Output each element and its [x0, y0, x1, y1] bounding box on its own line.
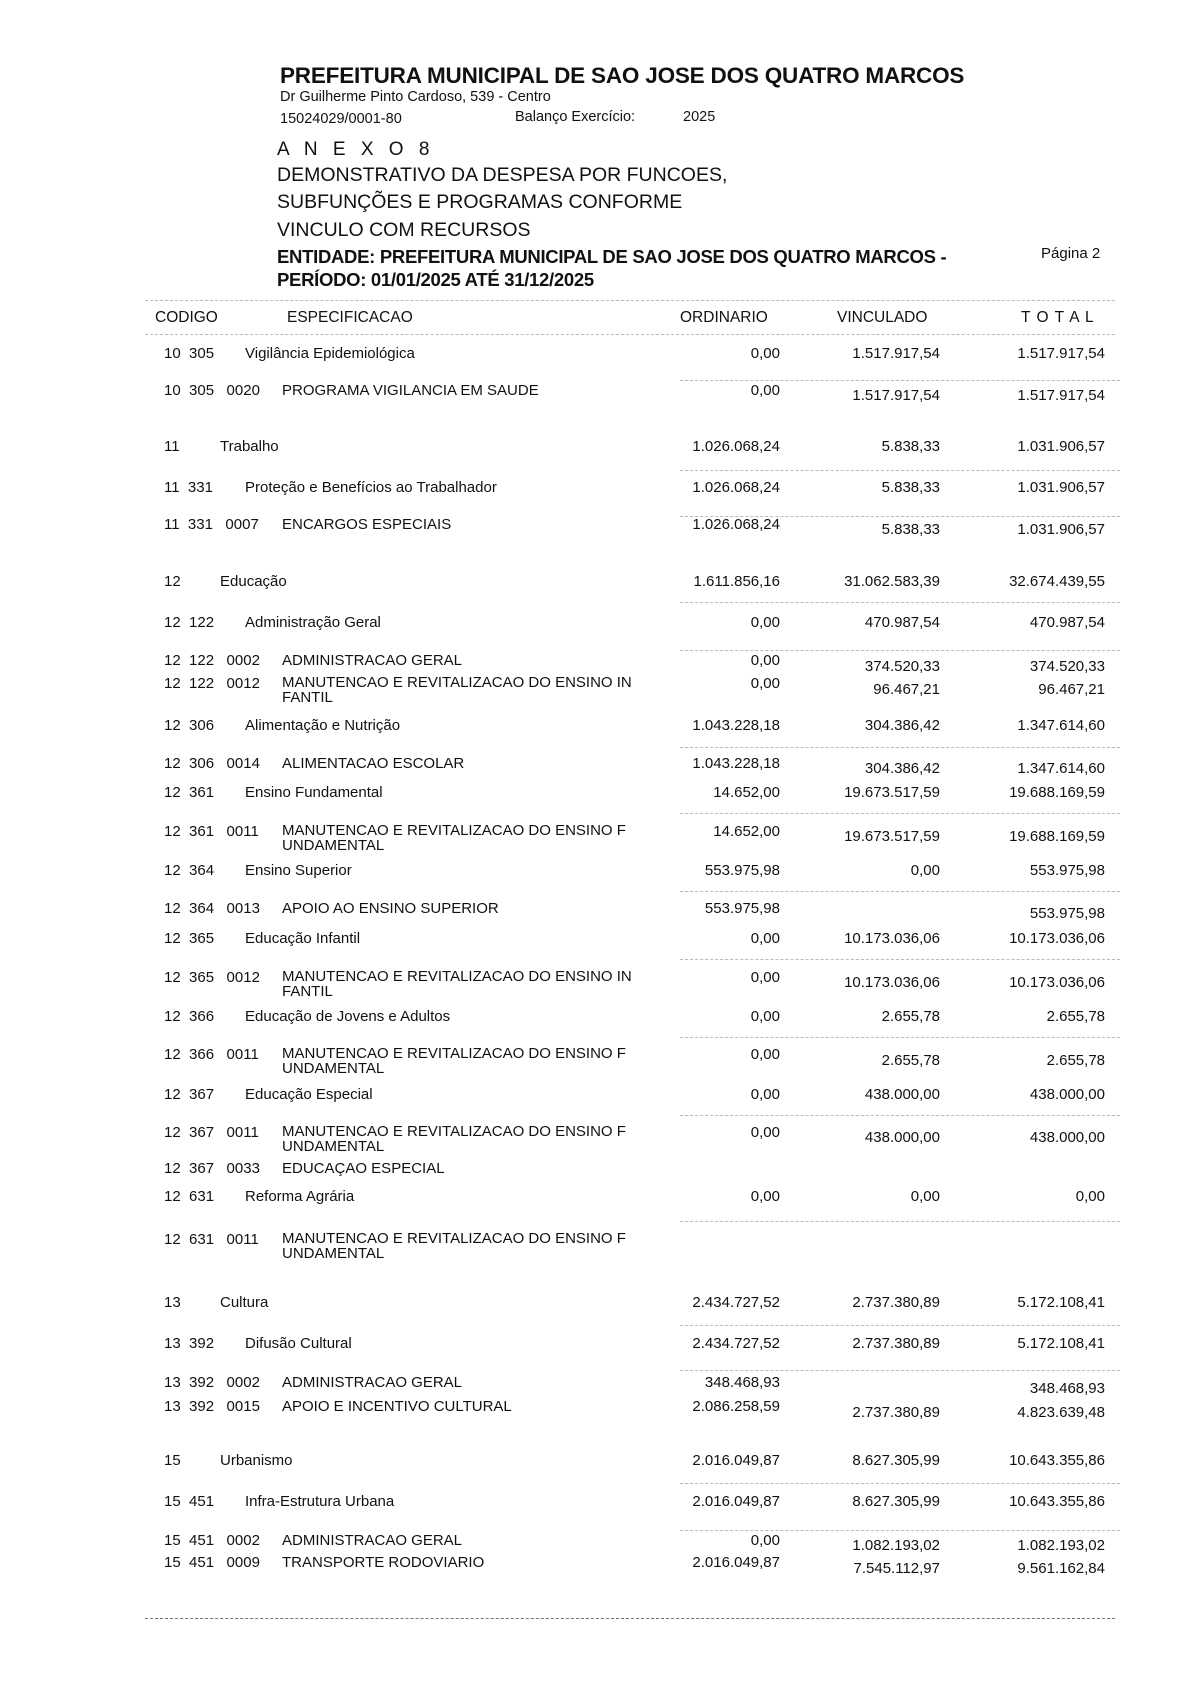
- row-description: Educação de Jovens e Adultos: [245, 1008, 451, 1025]
- row-total: 4.823.639,48: [1017, 1404, 1105, 1421]
- row-divider: [680, 1325, 1120, 1326]
- col-especificacao: ESPECIFICACAO: [287, 309, 413, 326]
- row-total: 1.031.906,57: [1017, 479, 1105, 496]
- row-vinculado: 1.082.193,02: [852, 1537, 940, 1554]
- row-vinculado: 19.673.517,59: [844, 784, 940, 801]
- row-description: MANUTENCAO E REVITALIZACAO DO ENSINO IN FANTIL: [282, 968, 632, 1000]
- row-ordinario: 1.043.228,18: [692, 755, 780, 772]
- row-ordinario: 0,00: [750, 1008, 780, 1025]
- row-ordinario: 2.434.727,52: [692, 1335, 780, 1352]
- row-vinculado: 1.517.917,54: [852, 345, 940, 362]
- row-vinculado: 8.627.305,99: [852, 1452, 940, 1469]
- row-description: Urbanismo: [220, 1452, 293, 1469]
- row-divider: [680, 747, 1120, 748]
- row-description: Proteção e Benefícios ao Trabalhador: [245, 479, 497, 496]
- row-ordinario: 0,00: [750, 345, 780, 362]
- col-codigo: CODIGO: [155, 309, 218, 326]
- footer-divider: [145, 1618, 1115, 1619]
- row-divider: [680, 1115, 1120, 1116]
- row-total: 19.688.169,59: [1009, 828, 1105, 845]
- row-description: Vigilância Epidemiológica: [245, 345, 415, 362]
- row-code: 12 361: [164, 784, 215, 801]
- row-code: 12 306 0014: [164, 755, 260, 772]
- row-code: 12 365: [164, 930, 215, 947]
- row-description: MANUTENCAO E REVITALIZACAO DO ENSINO F UNDAMENTAL: [282, 1123, 626, 1155]
- row-code: 13 392: [164, 1335, 215, 1352]
- row-vinculado: 2.737.380,89: [852, 1294, 940, 1311]
- col-total: T O T A L: [1021, 309, 1095, 326]
- row-ordinario: 0,00: [750, 382, 780, 399]
- row-description: ADMINISTRACAO GERAL: [282, 1374, 463, 1391]
- col-vinculado: VINCULADO: [837, 309, 928, 326]
- row-vinculado: 2.655,78: [881, 1008, 940, 1025]
- row-ordinario: 1.026.068,24: [692, 438, 780, 455]
- row-divider: [680, 650, 1120, 651]
- row-description: Trabalho: [220, 438, 279, 455]
- row-total: 9.561.162,84: [1017, 1560, 1105, 1577]
- report-description-line-3: VINCULO COM RECURSOS: [277, 219, 531, 241]
- row-vinculado: 304.386,42: [864, 717, 940, 734]
- address: Dr Guilherme Pinto Cardoso, 539 - Centro: [280, 89, 551, 105]
- row-description: Cultura: [220, 1294, 269, 1311]
- row-ordinario: 0,00: [750, 675, 780, 692]
- row-code: 12 122: [164, 614, 215, 631]
- row-vinculado: 31.062.583,39: [844, 573, 940, 590]
- row-ordinario: 0,00: [750, 652, 780, 669]
- row-code: 11 331: [164, 479, 213, 496]
- row-description: Administração Geral: [245, 614, 381, 631]
- page-number: Página 2: [1041, 245, 1101, 262]
- row-divider: [680, 959, 1120, 960]
- row-ordinario: 2.086.258,59: [692, 1398, 780, 1415]
- row-vinculado: 470.987,54: [864, 614, 940, 631]
- row-code: 13 392 0002: [164, 1374, 260, 1391]
- row-description: TRANSPORTE RODOVIARIO: [282, 1554, 485, 1571]
- row-total: 2.655,78: [1046, 1008, 1105, 1025]
- row-code: 12 365 0012: [164, 969, 260, 986]
- row-description: Educação Especial: [245, 1086, 373, 1103]
- row-total: 2.655,78: [1046, 1052, 1105, 1069]
- row-vinculado: 8.627.305,99: [852, 1493, 940, 1510]
- row-vinculado: 5.838,33: [881, 479, 940, 496]
- row-divider: [680, 1530, 1120, 1531]
- row-ordinario: 14.652,00: [713, 784, 780, 801]
- row-vinculado: 2.737.380,89: [852, 1335, 940, 1352]
- row-description: PROGRAMA VIGILANCIA EM SAUDE: [282, 382, 539, 399]
- row-vinculado: 5.838,33: [881, 438, 940, 455]
- row-vinculado: 5.838,33: [881, 521, 940, 538]
- row-ordinario: 1.026.068,24: [692, 479, 780, 496]
- row-ordinario: 0,00: [750, 1532, 780, 1549]
- row-divider: [680, 1483, 1120, 1484]
- row-code: 12 364: [164, 862, 215, 879]
- row-total: 1.031.906,57: [1017, 438, 1105, 455]
- row-ordinario: 1.611.856,16: [693, 573, 780, 590]
- row-description: Difusão Cultural: [245, 1335, 352, 1352]
- row-description: MANUTENCAO E REVITALIZACAO DO ENSINO F UNDAMENTAL: [282, 1230, 626, 1262]
- header-divider: [145, 300, 1115, 301]
- row-description: MANUTENCAO E REVITALIZACAO DO ENSINO IN FANTIL: [282, 674, 632, 706]
- row-description: ADMINISTRACAO GERAL: [282, 652, 463, 669]
- row-code: 15 451 0009: [164, 1554, 260, 1571]
- row-ordinario: 0,00: [750, 1046, 780, 1063]
- row-description: Educação Infantil: [245, 930, 361, 947]
- row-total: 348.468,93: [1029, 1380, 1105, 1397]
- balanco-year: 2025: [683, 109, 716, 125]
- row-divider: [680, 1221, 1120, 1222]
- column-divider: [145, 334, 1115, 335]
- row-code: 11 331 0007: [164, 516, 259, 533]
- row-total: 10.643.355,86: [1009, 1452, 1105, 1469]
- row-description: Reforma Agrária: [245, 1188, 355, 1205]
- col-ordinario: ORDINARIO: [680, 309, 768, 326]
- row-ordinario: 2.016.049,87: [692, 1493, 780, 1510]
- row-total: 5.172.108,41: [1017, 1335, 1105, 1352]
- row-code: 12 364 0013: [164, 900, 260, 917]
- row-ordinario: 14.652,00: [713, 823, 780, 840]
- row-total: 10.643.355,86: [1009, 1493, 1105, 1510]
- row-ordinario: 2.434.727,52: [692, 1294, 780, 1311]
- row-vinculado: 10.173.036,06: [844, 930, 940, 947]
- page-title: PREFEITURA MUNICIPAL DE SAO JOSE DOS QUATRO MARCOS: [280, 63, 965, 88]
- row-code: 13: [164, 1294, 181, 1311]
- row-code: 13 392 0015: [164, 1398, 260, 1415]
- row-vinculado: 438.000,00: [864, 1086, 940, 1103]
- row-description: ALIMENTACAO ESCOLAR: [282, 755, 465, 772]
- row-ordinario: 2.016.049,87: [692, 1554, 780, 1571]
- row-total: 1.347.614,60: [1017, 717, 1105, 734]
- row-vinculado: 7.545.112,97: [853, 1560, 940, 1577]
- row-vinculado: 96.467,21: [873, 681, 940, 698]
- row-description: APOIO AO ENSINO SUPERIOR: [282, 900, 499, 917]
- row-total: 374.520,33: [1029, 658, 1105, 675]
- row-ordinario: 0,00: [750, 1188, 780, 1205]
- periodo: PERÍODO: 01/01/2025 ATÉ 31/12/2025: [277, 269, 594, 290]
- row-ordinario: 1.026.068,24: [692, 516, 780, 533]
- row-description: ENCARGOS ESPECIAIS: [282, 516, 452, 533]
- row-ordinario: 0,00: [750, 614, 780, 631]
- cnpj: 15024029/0001-80: [280, 111, 402, 127]
- row-vinculado: 0,00: [910, 862, 940, 879]
- row-total: 10.173.036,06: [1009, 930, 1105, 947]
- row-description: MANUTENCAO E REVITALIZACAO DO ENSINO F UNDAMENTAL: [282, 1045, 626, 1077]
- report-description-line-1: DEMONSTRATIVO DA DESPESA POR FUNCOES,: [277, 164, 728, 186]
- row-total: 1.517.917,54: [1017, 345, 1105, 362]
- row-vinculado: 374.520,33: [864, 658, 940, 675]
- row-description: MANUTENCAO E REVITALIZACAO DO ENSINO F UNDAMENTAL: [282, 822, 626, 854]
- row-total: 1.082.193,02: [1017, 1537, 1105, 1554]
- row-description: Alimentação e Nutrição: [245, 717, 401, 734]
- anexo-title: A N E X O 8: [277, 139, 435, 160]
- row-description: Infra-Estrutura Urbana: [245, 1493, 395, 1510]
- row-vinculado: 0,00: [910, 1188, 940, 1205]
- row-code: 12 366 0011: [164, 1046, 259, 1063]
- report-description-line-2: SUBFUNÇÕES E PROGRAMAS CONFORME: [277, 191, 683, 213]
- row-ordinario: 2.016.049,87: [692, 1452, 780, 1469]
- row-vinculado: 19.673.517,59: [844, 828, 940, 845]
- row-total: 1.031.906,57: [1017, 521, 1105, 538]
- row-total: 0,00: [1075, 1188, 1105, 1205]
- row-divider: [680, 602, 1120, 603]
- row-divider: [680, 1370, 1120, 1371]
- row-code: 12 367: [164, 1086, 215, 1103]
- row-description: ADMINISTRACAO GERAL: [282, 1532, 463, 1549]
- row-total: 96.467,21: [1038, 681, 1105, 698]
- row-code: 10 305: [164, 345, 215, 362]
- row-vinculado: 2.737.380,89: [852, 1404, 940, 1421]
- row-code: 12 361 0011: [164, 823, 259, 840]
- row-code: 12 631: [164, 1188, 215, 1205]
- row-total: 10.173.036,06: [1009, 974, 1105, 991]
- entidade: ENTIDADE: PREFEITURA MUNICIPAL DE SAO JOSE DOS QUATRO MARCOS -: [277, 246, 947, 267]
- row-vinculado: 438.000,00: [864, 1129, 940, 1146]
- row-description: Ensino Superior: [245, 862, 352, 879]
- row-total: 553.975,98: [1029, 862, 1105, 879]
- row-divider: [680, 813, 1120, 814]
- row-divider: [680, 470, 1120, 471]
- row-code: 12 367 0011: [164, 1124, 259, 1141]
- row-code: 10 305 0020: [164, 382, 260, 399]
- row-ordinario: 553.975,98: [704, 862, 780, 879]
- row-vinculado: 304.386,42: [864, 760, 940, 777]
- row-ordinario: 0,00: [750, 1086, 780, 1103]
- row-total: 438.000,00: [1029, 1129, 1105, 1146]
- row-code: 12: [164, 573, 181, 590]
- row-ordinario: 0,00: [750, 930, 780, 947]
- row-divider: [680, 891, 1120, 892]
- row-vinculado: 1.517.917,54: [852, 387, 940, 404]
- row-code: 12 306: [164, 717, 215, 734]
- row-total: 5.172.108,41: [1017, 1294, 1105, 1311]
- row-ordinario: 348.468,93: [704, 1374, 780, 1391]
- row-ordinario: 1.043.228,18: [692, 717, 780, 734]
- row-total: 470.987,54: [1029, 614, 1105, 631]
- row-code: 11: [164, 438, 180, 455]
- row-total: 1.517.917,54: [1017, 387, 1105, 404]
- balanco-label: Balanço Exercício:: [515, 109, 636, 125]
- row-total: 1.347.614,60: [1017, 760, 1105, 777]
- row-divider: [680, 380, 1120, 381]
- row-description: APOIO E INCENTIVO CULTURAL: [282, 1398, 512, 1415]
- row-description: Educação: [220, 573, 287, 590]
- row-description: Ensino Fundamental: [245, 784, 383, 801]
- row-ordinario: 553.975,98: [704, 900, 780, 917]
- row-code: 12 366: [164, 1008, 215, 1025]
- row-code: 12 122 0012: [164, 675, 260, 692]
- row-description: EDUCAÇAO ESPECIAL: [282, 1160, 445, 1177]
- row-ordinario: 0,00: [750, 1124, 780, 1141]
- row-total: 19.688.169,59: [1009, 784, 1105, 801]
- row-total: 438.000,00: [1029, 1086, 1105, 1103]
- row-ordinario: 0,00: [750, 969, 780, 986]
- row-code: 12 122 0002: [164, 652, 260, 669]
- row-vinculado: 10.173.036,06: [844, 974, 940, 991]
- row-code: 15 451: [164, 1493, 215, 1510]
- row-total: 32.674.439,55: [1009, 573, 1105, 590]
- row-divider: [680, 1037, 1120, 1038]
- row-vinculado: 2.655,78: [881, 1052, 940, 1069]
- row-total: 553.975,98: [1029, 905, 1105, 922]
- row-code: 15: [164, 1452, 181, 1469]
- row-code: 12 367 0033: [164, 1160, 260, 1177]
- row-code: 12 631 0011: [164, 1231, 259, 1248]
- row-code: 15 451 0002: [164, 1532, 260, 1549]
